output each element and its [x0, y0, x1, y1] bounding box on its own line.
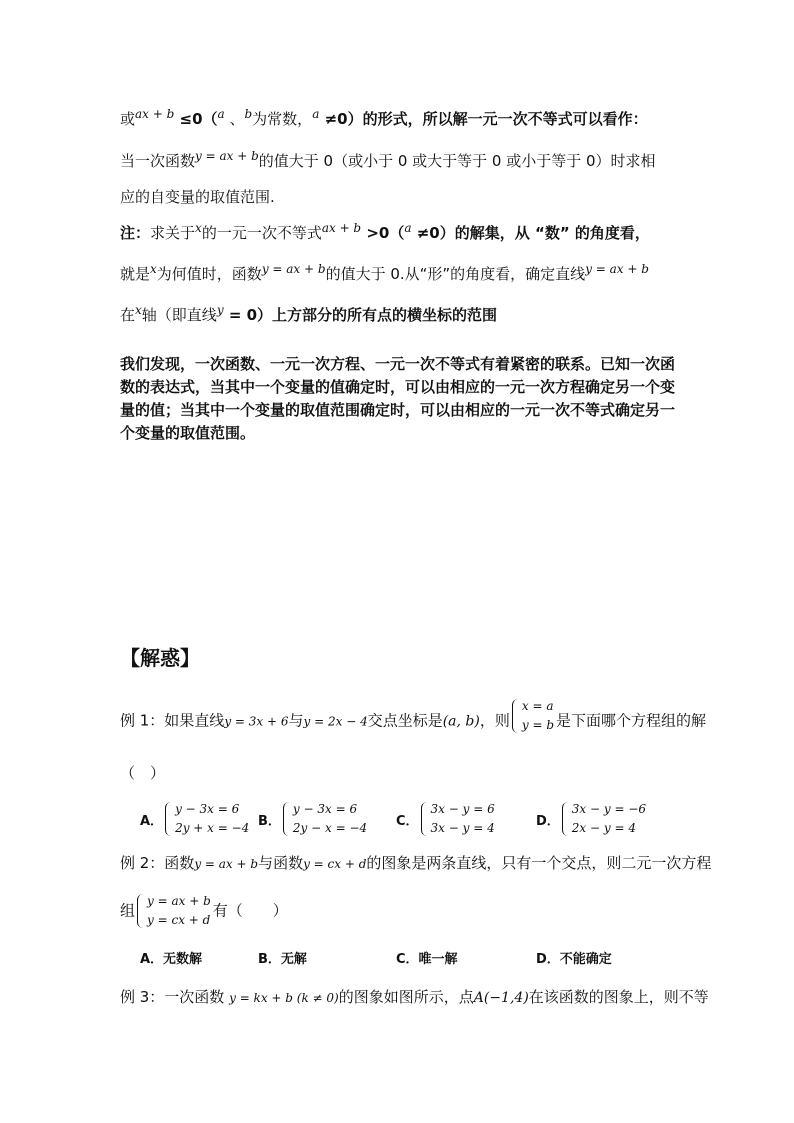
math-var: x — [135, 303, 142, 317]
math-var: x — [195, 221, 202, 235]
math-var: x — [150, 262, 157, 276]
equation-system: 3x − y = 6 3x − y = 4 — [421, 800, 495, 838]
note-line-6: 在$^x$轴（即直线$^y$ = 0）上方部分的所有点的横坐标的范围 — [120, 303, 498, 324]
note-line-5: 就是$^x$为何值时，函数$^{y = ax + b}$的值大于 0.从“形”的角度看，确定直线$^{y = ax + b}$ — [120, 262, 649, 283]
option-b[interactable]: B． y − 3x = 6 2y − x = −4 — [258, 800, 369, 838]
math-expr: y = cx + d — [303, 857, 367, 871]
example-2-system-line: 组 y = ax + b y = cx + d 有（ ） — [120, 892, 288, 930]
example-2-question: 例 2：函数y = ax + b与函数y = cx + d的图象是两条直线，只有一个交点，则二元一次方程 — [120, 854, 712, 872]
math-var: a — [404, 221, 412, 235]
equation-system: 3x − y = −6 2x − y = 4 — [562, 800, 646, 838]
option-d[interactable]: D． 3x − y = −6 2x − y = 4 — [536, 800, 648, 838]
brace-icon — [283, 802, 290, 836]
math-expr: y = ax + b — [585, 262, 649, 276]
option-2-c[interactable]: C．唯一解 — [396, 952, 458, 967]
example-1-question: 例 1：如果直线y = 3x + 6与y = 2x − 4交点坐标是(a, b)，则 x = a y = b 是下面哪个方程组的解 — [120, 707, 706, 735]
example-1-answer-paren: （ ） — [120, 764, 166, 782]
equation-system: y − 3x = 6 2y + x = −4 — [165, 800, 249, 838]
note-line-1: 或$^{ax + b}$ ≤0（$^a$ 、$^b$为常数，$^a$ ≠0）的形式，所以解一元一次不等式可以看作： — [120, 107, 648, 128]
math-expr: y = ax + b — [261, 262, 326, 276]
math-expr: y = 2x − 4 — [303, 714, 368, 729]
note-line-3: 应的自变量的取值范围. — [120, 188, 275, 206]
math-point: (a, b) — [442, 713, 480, 730]
brace-icon — [137, 894, 144, 928]
math-var: y — [216, 303, 224, 317]
math-expr: y = kx + b (k ≠ 0) — [229, 991, 339, 1005]
option-2-b[interactable]: B．无解 — [258, 952, 307, 967]
math-expr: ax + b — [321, 221, 362, 235]
math-var: a — [217, 107, 225, 121]
brace-icon — [421, 802, 428, 836]
option-2-d[interactable]: D．不能确定 — [536, 952, 612, 967]
note-line-4: 注：求关于$^x$的一元一次不等式$^{ax + b}$ >0（$^a$ ≠0）的解集，从 “数” 的角度看， — [120, 221, 650, 242]
equation-system: x = a y = b — [512, 697, 554, 735]
brace-icon — [165, 802, 172, 836]
math-var: b — [244, 107, 253, 121]
summary-paragraph: 我们发现，一次函数、一元一次方程、一元一次不等式有着紧密的联系。已知一次函数的表达式，当其中一个变量的值确定时，可以由相应的一元一次方程确定另一个变量的值；当其中一个变量的取值范围确定时，可以由相应的一元一次不等式确定另一个变量的取值范围。 — [120, 355, 676, 442]
math-point: A(−1,4) — [473, 990, 529, 1006]
option-2-a[interactable]: A．无数解 — [140, 952, 203, 967]
brace-icon — [562, 802, 569, 836]
note-line-2: 当一次函数$^{y = ax + b}$的值大于 0（或小于 0 或大于等于 0 或小于等于 0）时求相 — [120, 149, 656, 170]
math-expr: y = ax + b — [194, 857, 259, 871]
example-3-question: 例 3：一次函数 y = kx + b (k ≠ 0)的图象如图所示，点A(−1,4)在该函数的图象上，则不等 — [120, 988, 709, 1006]
equation-system: y − 3x = 6 2y − x = −4 — [283, 800, 367, 838]
section-title: 【解惑】 — [120, 646, 200, 670]
math-var: a — [312, 107, 320, 121]
option-c[interactable]: C． 3x − y = 6 3x − y = 4 — [396, 800, 497, 838]
math-expr: y = ax + b — [195, 149, 259, 163]
brace-icon — [512, 699, 519, 733]
math-expr: y = 3x + 6 — [224, 714, 289, 729]
option-a[interactable]: A． y − 3x = 6 2y + x = −4 — [140, 800, 251, 838]
equation-system: y = ax + b y = cx + d — [137, 892, 211, 930]
math-expr: ax + b — [135, 107, 175, 121]
